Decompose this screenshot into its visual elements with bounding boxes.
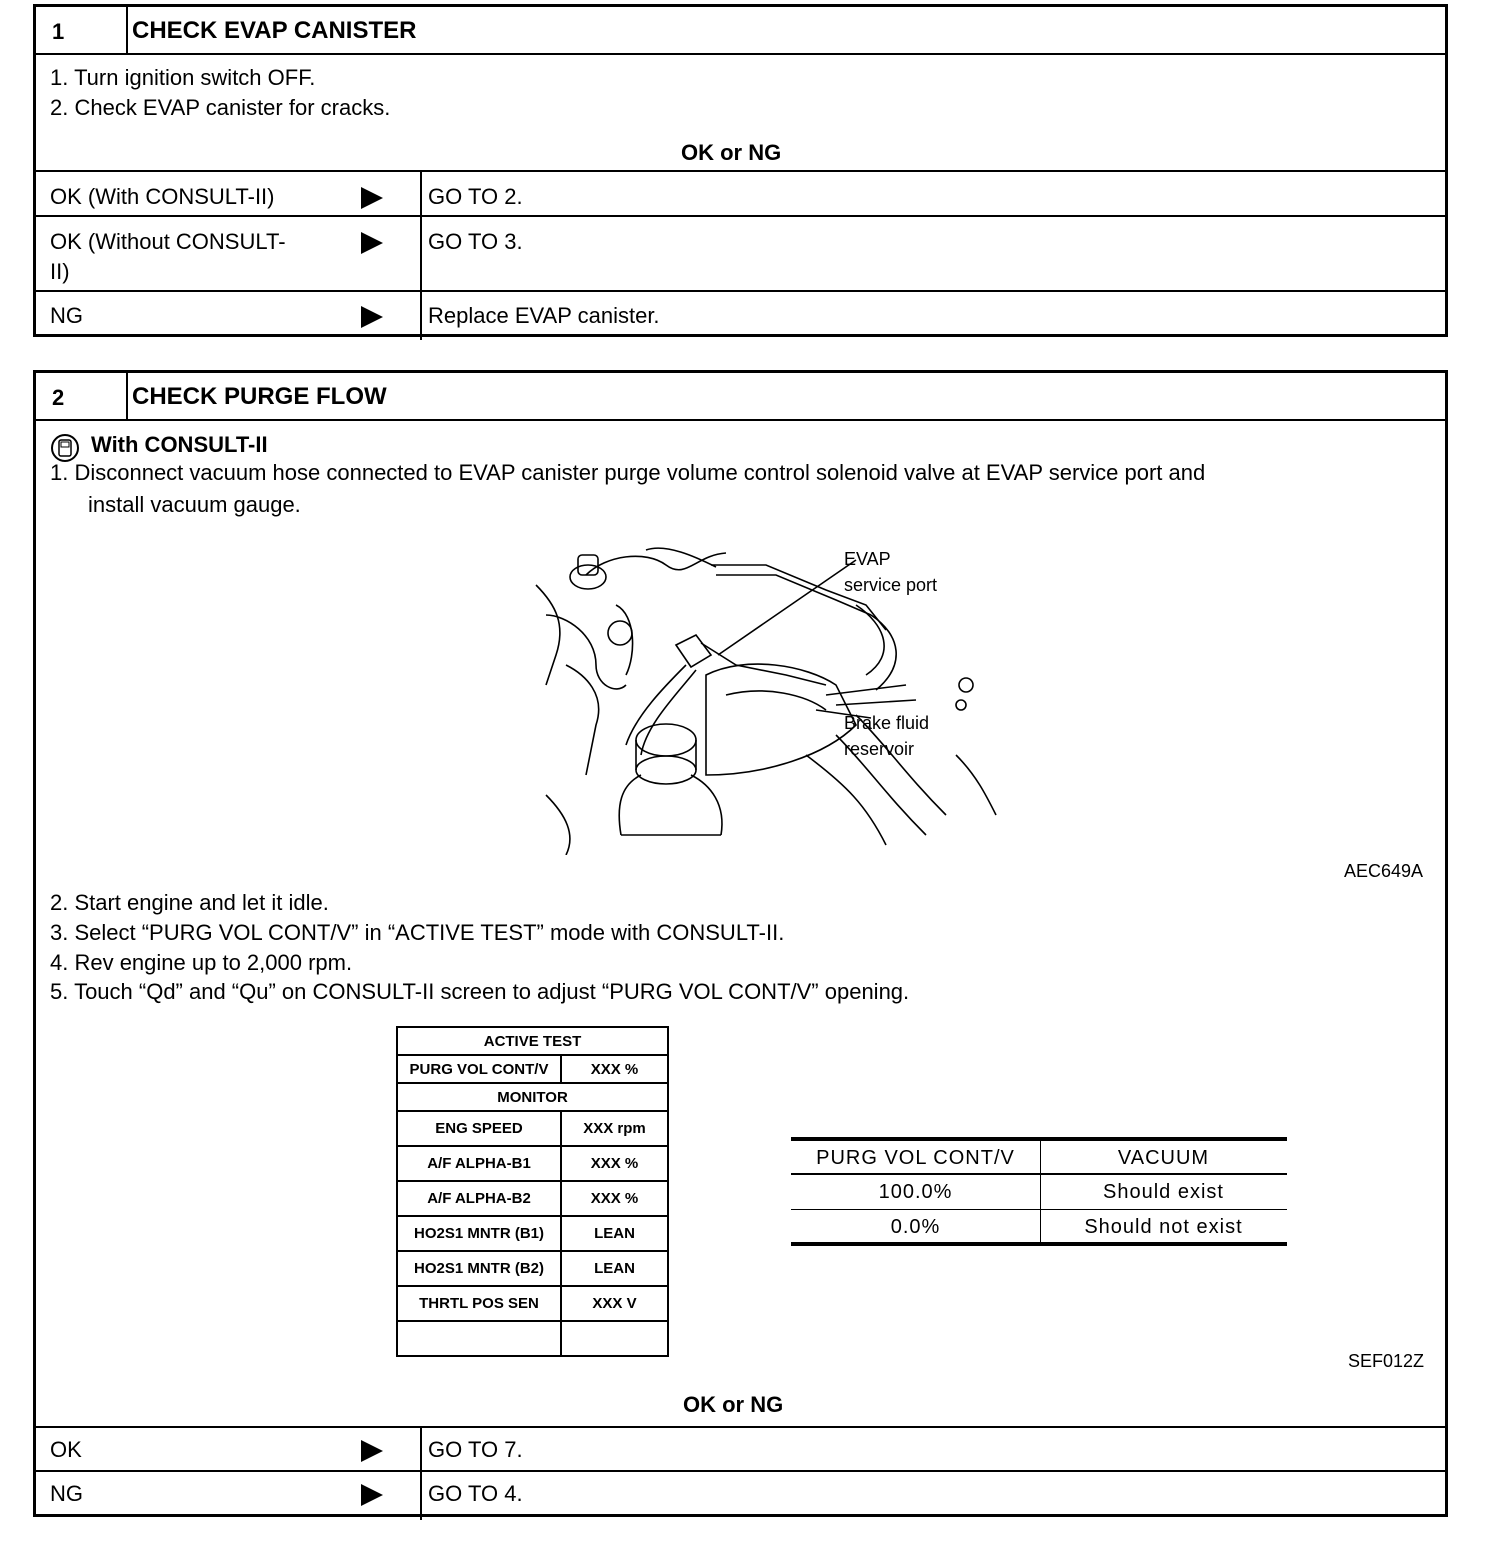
monitor-value: LEAN — [561, 1216, 668, 1251]
monitor-item: A/F ALPHA-B1 — [397, 1146, 561, 1181]
monitor-value: LEAN — [561, 1251, 668, 1286]
cell-opening: 0.0% — [890, 1216, 941, 1238]
result-action: GO TO 3. — [428, 229, 523, 254]
monitor-item: THRTL POS SEN — [397, 1286, 561, 1321]
ok-ng-label: OK or NG — [683, 1392, 784, 1417]
section-2 — [33, 370, 1448, 1517]
label-brake-fluid-reservoir: Brake fluid — [844, 713, 930, 733]
arrow-right-icon — [361, 1484, 383, 1506]
vacuum-table — [791, 1137, 1287, 1249]
table-rule — [791, 1173, 1287, 1175]
table-rule — [791, 1137, 1287, 1141]
divider — [36, 290, 1445, 292]
cell-opening: 100.0% — [878, 1181, 953, 1203]
step-3: 3. Select “PURG VOL CONT/V” in “ACTIVE TEST” mode with CONSULT-II. — [50, 920, 785, 945]
monitor-item: ENG SPEED — [397, 1111, 561, 1146]
ok-ng-label: OK or NG — [681, 140, 782, 165]
divider — [36, 1470, 1445, 1472]
monitor-value: XXX V — [561, 1286, 668, 1321]
monitor-header: MONITOR — [397, 1083, 668, 1111]
monitor-item: HO2S1 MNTR (B2) — [397, 1251, 561, 1286]
monitor-item-empty — [397, 1321, 561, 1356]
result-condition: NG — [50, 303, 83, 328]
column-header-purg-vol: PURG VOL CONT/V — [816, 1147, 1015, 1169]
test-item: PURG VOL CONT/V — [397, 1055, 561, 1083]
cell-vacuum: Should not exist — [1084, 1216, 1243, 1238]
step-2: 2. Check EVAP canister for cracks. — [50, 95, 391, 120]
test-item-value: XXX % — [561, 1055, 668, 1083]
result-divider — [420, 170, 422, 340]
header-divider — [126, 373, 128, 419]
cell-vacuum: Should exist — [1103, 1181, 1224, 1203]
step-4: 4. Rev engine up to 2,000 rpm. — [50, 950, 353, 975]
arrow-right-icon — [361, 1440, 383, 1462]
monitor-item: A/F ALPHA-B2 — [397, 1181, 561, 1216]
monitor-value-empty — [561, 1321, 668, 1356]
step-1-line-1: 1. Disconnect vacuum hose connected to EVAP canister purge volume control solenoid valve at EVAP service port and — [50, 460, 1206, 485]
column-header-vacuum: VACUUM — [1117, 1147, 1210, 1169]
figure-code: SEF012Z — [1348, 1351, 1425, 1371]
result-action: GO TO 2. — [428, 184, 523, 209]
result-condition: OK (With CONSULT-II) — [50, 184, 275, 209]
section-2-header — [36, 373, 1445, 421]
result-action: GO TO 7. — [428, 1437, 523, 1462]
section-2-title: CHECK PURGE FLOW — [132, 383, 387, 410]
section-1-header — [36, 7, 1445, 55]
monitor-value: XXX % — [561, 1146, 668, 1181]
header-divider — [126, 7, 128, 53]
result-condition: OK (Without CONSULT- — [50, 229, 286, 254]
label-evap-service-port: EVAP — [844, 549, 891, 569]
result-condition: II) — [50, 259, 70, 284]
figure-code: AEC649A — [1344, 861, 1424, 881]
divider — [36, 215, 1445, 217]
arrow-right-icon — [361, 232, 383, 254]
step-1-line-2: install vacuum gauge. — [88, 492, 301, 517]
monitor-value: XXX rpm — [561, 1111, 668, 1146]
label-brake-fluid-reservoir: reservoir — [844, 739, 915, 759]
arrow-right-icon — [361, 306, 383, 328]
section-1-number: 1 — [52, 19, 65, 44]
divider — [36, 1426, 1445, 1428]
arrow-right-icon — [361, 187, 383, 209]
divider — [36, 170, 1445, 172]
table-rule — [791, 1242, 1287, 1246]
label-evap-service-port: service port — [844, 575, 938, 595]
with-consult-heading: With CONSULT-II — [91, 432, 268, 457]
active-test-screen — [396, 1026, 669, 1357]
result-divider — [420, 1426, 422, 1520]
monitor-item: HO2S1 MNTR (B1) — [397, 1216, 561, 1251]
result-action: Replace EVAP canister. — [428, 303, 660, 328]
monitor-value: XXX % — [561, 1181, 668, 1216]
step-5: 5. Touch “Qd” and “Qu” on CONSULT-II screen to adjust “PURG VOL CONT/V” opening. — [50, 979, 910, 1004]
section-1 — [33, 4, 1448, 337]
step-2: 2. Start engine and let it idle. — [50, 890, 329, 915]
section-1-title: CHECK EVAP CANISTER — [132, 17, 417, 44]
table-rule — [791, 1209, 1287, 1210]
section-2-number: 2 — [52, 385, 65, 410]
active-test-header: ACTIVE TEST — [397, 1027, 668, 1055]
result-condition: NG — [50, 1481, 83, 1506]
result-condition: OK — [50, 1437, 82, 1462]
result-action: GO TO 4. — [428, 1481, 523, 1506]
step-1: 1. Turn ignition switch OFF. — [50, 65, 316, 90]
